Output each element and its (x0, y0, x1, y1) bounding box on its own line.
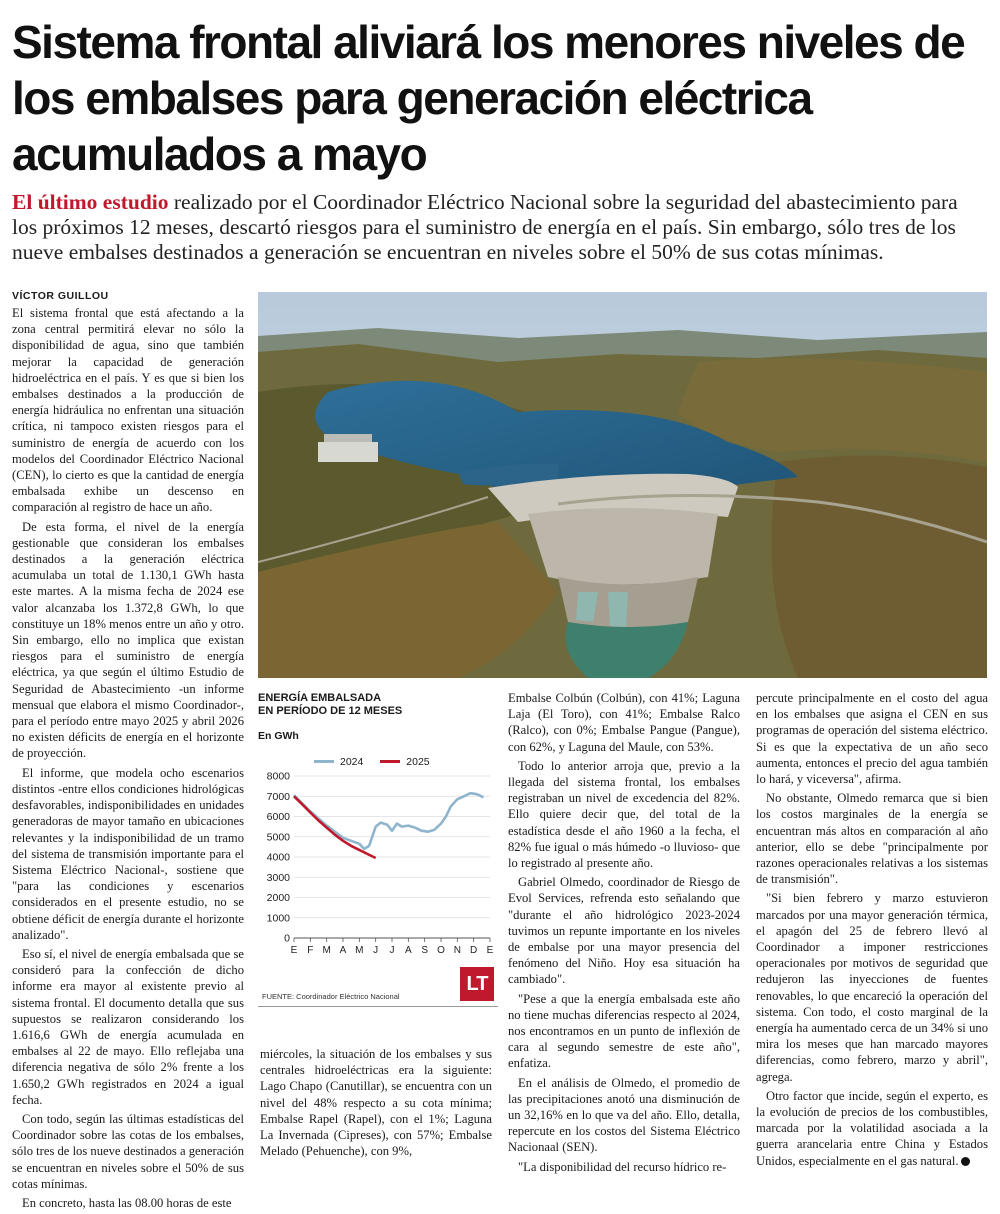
x-tick-label: J (389, 945, 395, 956)
dam-photo-illustration (258, 292, 987, 678)
x-tick-label: A (339, 945, 347, 956)
chart-unit: En GWh (258, 730, 299, 742)
paragraph: "Si bien febrero y marzo estuvieron marcados por una mayor generación térmica, el apagón del 25 de febrero llevó al Coordinador a imponer restricciones operacionales por motivos de seguridad que redujeron las inyecciones de fuentes renovables, lo que encareció la operación del sistema. Con todo, el costo marginal de la energía ha aumentado cerca de un 34% si uno mira los meses que han marcado mayores diferencias, como febrero, marzo y abril", agrega. (756, 891, 988, 1084)
paragraph: No obstante, Olmedo remarca que si bien los costos marginales de la energía se encuentran más altos en comparación al año anterior, ello se debe "principalmente por razones operacionales relativas a los sistemas de transmisión". (756, 791, 988, 887)
paragraph: En el análisis de Olmedo, el promedio de las precipitaciones anotó una disminución de un 32,16% en lo que va del año. Ello, detalla, repercute en los costos del Sistema Eléctrico Nacionaal (SEN). (508, 1075, 740, 1155)
column-2 (260, 1046, 492, 1162)
paragraph (756, 1088, 988, 1169)
x-tick-label: D (470, 945, 478, 956)
y-tick-label: 8000 (266, 770, 290, 783)
legend-item-2025 (380, 756, 429, 768)
dam-reservoir-photo (258, 292, 987, 678)
legend-swatch-2024 (314, 760, 334, 763)
legend-label-2025: 2025 (406, 755, 430, 768)
end-mark-icon (961, 1157, 970, 1166)
paragraph: percute principalmente en el costo del agua en los embalses que asigna el CEN en sus programas de operación del sistema eléctrico. Si es que la expectativa de un año seco aumenta, entonces el precio del agua también lo hará, y viceversa", afirma. (756, 691, 988, 787)
legend-item-2024 (314, 756, 363, 768)
paragraph: Embalse Colbún (Colbún), con 41%; Laguna Laja (El Toro), con 41%; Embalse Ralco (Ralco), con 0%; Embalse Pangue (Pangue), con 62%, y Laguna del Maule, con 53%. (508, 691, 740, 754)
y-tick-label: 1000 (266, 912, 290, 925)
paragraph: Con todo, según las últimas estadísticas del Coordinador sobre las cotas de los embalses, sólo tres de los nueve destinados a generación se encuentran en niveles sobre el 50% de sus cotas mínimas. (12, 1111, 244, 1191)
byline: VÍCTOR GUILLOU (12, 290, 109, 302)
x-tick-label: F (307, 945, 314, 956)
x-tick-label: M (355, 945, 364, 956)
headline: Sistema frontal aliviará los menores niveles de los embalses para generación eléctrica acumulados a mayo (12, 16, 965, 180)
y-tick-label: 7000 (266, 790, 290, 803)
chart-legend (314, 754, 444, 768)
lead-text: realizado por el Coordinador Eléctrico Nacional sobre la seguridad del abastecimiento para los próximos 12 meses, descartó riesgos para el suministro de energía en el país. Sin embargo, sólo tres de los nueve embalses destinados a generación se encuentran en niveles sobre el 50% de sus cotas mínimas. (12, 190, 958, 264)
paragraph: miércoles, la situación de los embalses y sus centrales hidroeléctricas era la siguiente: Lago Chapo (Canutillar), se encuentra con un nivel del 48% respecto a su cota mínima; Embalse Rapel (Rapel), con el 1%; Laguna La Invernada (Cipreses), con 57%; Embalse Melado (Pehuenche), con 9%, (260, 1047, 492, 1159)
paragraph: En concreto, hasta las 08.00 horas de este (22, 1195, 232, 1210)
lead-kicker: El último estudio (12, 190, 169, 214)
x-tick-label: O (437, 945, 445, 956)
x-tick-label: M (322, 945, 331, 956)
x-tick-label: S (421, 945, 429, 956)
chart-plot (258, 770, 498, 970)
legend-swatch-2025 (380, 760, 400, 763)
lead-paragraph (12, 190, 987, 265)
y-tick-label: 2000 (266, 892, 290, 904)
x-tick-label: E (290, 945, 298, 956)
paragraph: "La disponibilidad del recurso hídrico re- (518, 1159, 727, 1174)
energy-chart (258, 692, 498, 1012)
paragraph: El sistema frontal que está afectando a la zona central permitirá elevar no sólo la disponibilidad de agua, sino que también mejorar la capacidad de generación hidroeléctrica en el país. Y es que si bien los embalses destinados a la producción de energía hidráulica no enfrentan una situación crítica, ni tampoco existen riesgos para el suministro de energía de acuerdo con los modelos del Coordinador Eléctrico Nacional (CEN), lo cierto es que la cantidad de energía embalsada exhibe un descenso en comparación al registro de hace un año. (12, 306, 244, 515)
y-tick-label: 6000 (266, 811, 290, 823)
paragraph: Todo lo anterior arroja que, previo a la llegada del sistema frontal, los embalses registraban un nivel de excedencia del 82%. Ello quiere decir que, del total de la estadística desde el año 1960 a la fecha, el 82% fue igual o más húmedo -o lluvioso- que lo registrado al presente año. (508, 758, 740, 871)
paragraph: Gabriel Olmedo, coordinador de Riesgo de Evol Services, refrenda esto señalando que "durante el año hidrológico 2023-2024 tuvimos un repunte importante en los niveles de embalse por una mayor presencia del fenómeno del Niño. Hoy esa situación ha cambiado". (508, 875, 740, 987)
paragraph: De esta forma, el nivel de la energía gestionable que consideran los embalses destinados a la generación eléctrica acumulaba un total de 1.130,1 GWh hasta este martes. A la misma fecha de 2024 ese valor alcanzaba los 1.372,8 GWh, lo que constituye un 18% menos entre un año y otro. Sin embargo, ello no implica que existan riesgos para el suministro de energía eléctrica, ya que según el último Estudio de Seguridad de Abastecimiento -un informe mensual que elabora el mismo Coordinador-, para el período entre mayo 2025 y abril 2026 no existen déficits de energía en el horizonte de proyección. (12, 519, 244, 761)
chart-divider (258, 1006, 498, 1007)
x-tick-label: E (486, 945, 494, 956)
y-tick-label: 0 (284, 932, 290, 945)
x-tick-label: A (404, 945, 412, 956)
y-tick-label: 5000 (266, 831, 290, 844)
x-tick-label: N (453, 945, 461, 956)
series-line-2024 (294, 793, 484, 849)
chart-source: FUENTE: Coordinador Eléctrico Nacional (262, 992, 400, 1001)
paragraph: El informe, que modela ocho escenarios distintos -entre ellos condiciones hidrológicas desfavorables, indisponibilidades en unidades generadoras de mayor tamaño en ubicaciones relevantes y la indisponibilidad de un tramo del sistema de transmisión importante para el Sistema Eléctrico Nacional-, sostiene que "para las condiciones y escenarios considerados en el presente estudio, no se obtiene déficit de energía durante el horizonte analizado". (12, 765, 244, 942)
x-tick-label: J (373, 945, 379, 956)
paragraph: Eso sí, el nivel de energía embalsada que se consideró para la confección de dicho informe era mayor al existente previo al sistema frontal. El documento detalla que sus supuestos se realizaron considerando los 1.616,6 GWh de energía acumulada en embalses al 22 de mayo. Ello reflejaba una diferencia negativa de sólo 2% frente a los 1.650,2 GWh registrados en 2024 a igual fecha. (12, 946, 244, 1107)
column-3 (508, 690, 740, 1178)
column-4 (756, 690, 988, 1172)
paragraph: "Pese a que la energía embalsada este año no tiene muchas diferencias respecto al 2024, nos encontramos en un punto de inflexión de cara al segundo semestre de este año", enfatiza. (508, 991, 740, 1071)
lt-logo: LT (460, 967, 494, 1001)
y-tick-label: 4000 (266, 851, 290, 864)
legend-label-2024: 2024 (340, 755, 364, 768)
paragraph-text: Otro factor que incide, según el experto, es la evolución de precios de los combustibles, marcada por la volatilidad asociada a la guerra arancelaria entre China y Estados Unidos, especialmente en el gas natural. (756, 1088, 988, 1168)
column-1 (12, 305, 244, 1214)
y-tick-label: 3000 (266, 871, 290, 884)
chart-title-line-1: ENERGÍA EMBALSADA (258, 692, 382, 704)
chart-title-line-2: EN PERÍODO DE 12 MESES (258, 705, 403, 717)
